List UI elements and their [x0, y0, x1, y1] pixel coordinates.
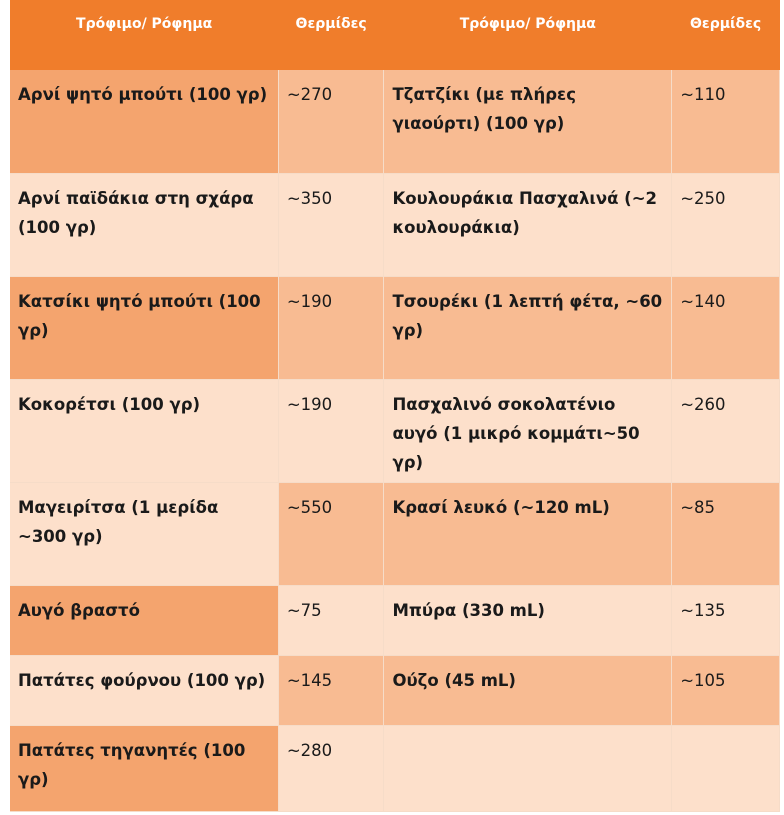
food-cell: Κοκορέτσι (100 γρ) — [10, 379, 278, 482]
food-cell — [384, 725, 672, 811]
calories-cell: ~145 — [278, 655, 384, 725]
food-cell: Πατάτες τηγανητές (100 γρ) — [10, 725, 278, 811]
table-row — [10, 585, 780, 655]
table-header — [10, 0, 780, 70]
food-cell: Τσουρέκι (1 λεπτή φέτα, ~60 γρ) — [384, 276, 672, 379]
food-cell: Ούζο (45 mL) — [384, 655, 672, 725]
calories-cell — [672, 725, 780, 811]
food-cell: Αυγό βραστό — [10, 585, 278, 655]
calories-cell: ~105 — [672, 655, 780, 725]
table-row — [10, 70, 780, 173]
food-cell: Μαγειρίτσα (1 μερίδα ~300 γρ) — [10, 482, 278, 585]
calories-cell: ~280 — [278, 725, 384, 811]
calories-cell: ~250 — [672, 173, 780, 276]
header-food-1: Τρόφιμο/ Ρόφημα — [76, 16, 213, 32]
food-cell: Κουλουράκια Πασχαλινά (~2 κουλουράκια) — [384, 173, 672, 276]
food-cell: Τζατζίκι (με πλήρες γιαούρτι) (100 γρ) — [384, 70, 672, 173]
calories-cell: ~260 — [672, 379, 780, 482]
table-row — [10, 482, 780, 585]
table-row — [10, 379, 780, 482]
calories-cell: ~110 — [672, 70, 780, 173]
table-row — [10, 655, 780, 725]
food-cell: Αρνί ψητό μπούτι (100 γρ) — [10, 70, 278, 173]
table-row — [10, 173, 780, 276]
calorie-table — [10, 0, 780, 812]
table-row — [10, 725, 780, 811]
header-food-2: Τρόφιμο/ Ρόφημα — [459, 16, 596, 32]
food-cell: Μπύρα (330 mL) — [384, 585, 672, 655]
food-cell: Κατσίκι ψητό μπούτι (100 γρ) — [10, 276, 278, 379]
calories-cell: ~75 — [278, 585, 384, 655]
calories-cell: ~190 — [278, 379, 384, 482]
food-cell: Πασχαλινό σοκολατένιο αυγό (1 μικρό κομμάτι~50 γρ) — [384, 379, 672, 482]
calories-cell: ~135 — [672, 585, 780, 655]
header-calories-2: Θερμίδες — [690, 16, 762, 32]
calories-cell: ~270 — [278, 70, 384, 173]
food-cell: Αρνί παϊδάκια στη σχάρα (100 γρ) — [10, 173, 278, 276]
table-row — [10, 276, 780, 379]
calories-cell: ~140 — [672, 276, 780, 379]
calories-cell: ~190 — [278, 276, 384, 379]
calories-cell: ~85 — [672, 482, 780, 585]
calories-cell: ~350 — [278, 173, 384, 276]
food-cell: Πατάτες φούρνου (100 γρ) — [10, 655, 278, 725]
food-cell: Κρασί λευκό (~120 mL) — [384, 482, 672, 585]
calories-cell: ~550 — [278, 482, 384, 585]
header-calories-1: Θερμίδες — [295, 16, 367, 32]
